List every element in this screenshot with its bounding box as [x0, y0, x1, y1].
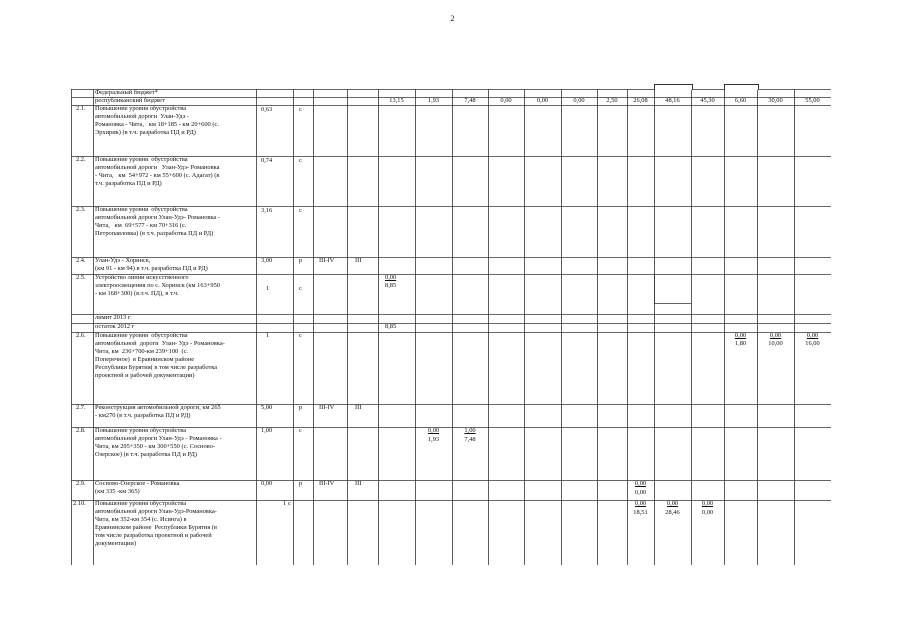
row-name: Устройство линии искусственного электроосвещения по с. Хоринск (км 163+950 - км 168+300) (в.т.ч. ПД), в т.ч.	[95, 274, 220, 297]
length-km: 3,16	[261, 207, 273, 214]
work-type: р	[299, 480, 303, 487]
value-cell: 26,08	[633, 97, 648, 104]
row-name: остаток 2012 г	[95, 323, 135, 330]
row-number: 2.6.	[76, 332, 86, 339]
value-actual: 28,46	[665, 509, 680, 516]
work-type: р	[299, 404, 303, 411]
value-cell: 55,00	[805, 97, 820, 104]
value-actual: 10,00	[768, 340, 783, 347]
value-cell: 6,60	[734, 97, 747, 104]
value-cell: 8,85	[385, 323, 397, 330]
value-cell: 7,48	[464, 97, 476, 104]
length-km: 5,00	[261, 404, 273, 411]
value-planned: 0,00	[634, 500, 647, 507]
category-current: III	[355, 480, 362, 487]
row-name: Повышение уровня обустройства автомобильной дороги Улан-Удэ - Романовка - Чита, км 295+350 - км 300+550 (с. Сосново- Озерское) (в т.ч. разработка ПД и РД)	[95, 427, 222, 458]
value-actual: 1,93	[427, 436, 440, 443]
work-type: с	[299, 285, 302, 292]
value-actual: 16,00	[805, 340, 820, 347]
length-km: 1	[266, 332, 270, 339]
category-design: III-IV	[319, 257, 335, 264]
work-type: с	[299, 427, 302, 434]
value-planned: 0,00	[666, 500, 679, 507]
row-name: Повышение уровня обустройства автомобильной дороги Улан-Удэ - Романовка - Чита, км 18+185 - км 20+600 (с. Эрхирик) (в т.ч. разработка ПД и РД)	[95, 105, 219, 136]
row-number: 2.1.	[76, 105, 86, 112]
column-box-top	[654, 84, 693, 90]
value-planned: 0,00	[385, 274, 397, 281]
value-actual: 0,00	[701, 509, 714, 516]
value-actual: 7,48	[464, 436, 476, 443]
row-name: Повышение уровня обустройства автомобильной дороги Улан-Удэ-Романовка- Чита, км 352-км 354 (с. Исинга) в Еравнинском районе Республики Бурятия (в том числе разработка проектной и рабочей документации)	[95, 500, 218, 547]
category-current: III	[355, 404, 362, 411]
row-number: 2.5.	[76, 274, 86, 281]
length-km: 0,63	[261, 106, 273, 113]
row-number: 2.4.	[76, 257, 86, 264]
category-current: III	[355, 257, 362, 264]
row-name: Улан-Удэ - Хоринск, (км 91 - км 94) в т.ч. разработка ПД и РД)	[95, 257, 208, 272]
value-cell: 0,00	[536, 97, 549, 104]
row-number: 2.3.	[76, 206, 86, 213]
row-number: 2.8.	[76, 427, 86, 434]
row-name: республиканский бюджет	[95, 97, 165, 104]
value-cell: 13,15	[389, 97, 404, 104]
work-type: с	[299, 157, 302, 164]
value-actual: 0,00	[634, 489, 647, 496]
row-name: Повышение уровня обустройства автомобильной дороги Улан-Удэ- Романовка - Чита, км 69+577 - км 70+316 (с. Петропавловка) (в т.ч. разработка ПД и РД)	[95, 206, 220, 237]
value-actual: 18,51	[633, 509, 648, 516]
page-number: 2	[450, 14, 455, 23]
value-planned: 0,00	[769, 332, 782, 339]
value-cell: 2,50	[606, 97, 618, 104]
length-km: 3,00	[261, 257, 273, 264]
row-name: Федеральный бюджет*	[95, 89, 158, 96]
value-planned: 0,00	[734, 332, 747, 339]
work-type: с	[299, 106, 302, 113]
work-type: с	[288, 500, 291, 507]
row-number: 2.7.	[76, 404, 86, 411]
row-name: лимит 2013 г	[95, 314, 131, 321]
value-cell: 0,00	[573, 97, 585, 104]
value-planned: 0,00	[634, 480, 647, 487]
category-design: III-IV	[319, 404, 335, 411]
value-actual: 8,85	[385, 282, 397, 289]
row-name: Повышение уровня обустройства автомобильной дороги Улан-Удэ- Романовка - Чита, км 54+972 - км 55+600 (с. Адагат) (в т.ч. разработка ПД и РД)	[95, 156, 220, 187]
value-cell: 0,00	[500, 97, 512, 104]
value-planned: 0,00	[806, 332, 819, 339]
work-type: р	[299, 257, 303, 264]
value-actual: 1,80	[734, 340, 747, 347]
row-name: Реконструкция автомобильной дороги, км 265 - км270 (в т.ч. разработка ПД и РД)	[95, 404, 221, 419]
row-name: Повышение уровня обустройства автомобильной дороги Улан- Удэ - Романовка- Чита, км 236+700-км 239+100 (с. Поперечное) в Еравнинском районе Республики Бурятия( в том числе разработка проектной и рабочей документации)	[95, 332, 225, 379]
value-cell: 45,30	[700, 97, 715, 104]
row-number: 2.2.	[76, 156, 86, 163]
length-km: 1	[283, 500, 287, 507]
length-km: 1	[266, 285, 270, 292]
work-type: с	[299, 332, 302, 339]
category-design: III-IV	[319, 480, 335, 487]
value-cell: 1,93	[427, 97, 440, 104]
value-cell: 48,16	[665, 97, 680, 104]
work-type: с	[299, 207, 302, 214]
value-cell: 30,00	[768, 97, 783, 104]
row-number: 2.9.	[76, 480, 86, 487]
row-name: Сосново-Озерское - Романовка (км 335 -км 365)	[95, 480, 180, 495]
length-km: 1,00	[261, 427, 273, 434]
column-box-top	[724, 84, 759, 90]
row-number: 2.10.	[73, 500, 86, 507]
value-planned: 0,00	[427, 427, 440, 434]
value-planned: 0,00	[701, 500, 714, 507]
length-km: 0,00	[261, 480, 273, 487]
value-planned: 1,00	[464, 427, 476, 434]
length-km: 0,74	[261, 157, 273, 164]
